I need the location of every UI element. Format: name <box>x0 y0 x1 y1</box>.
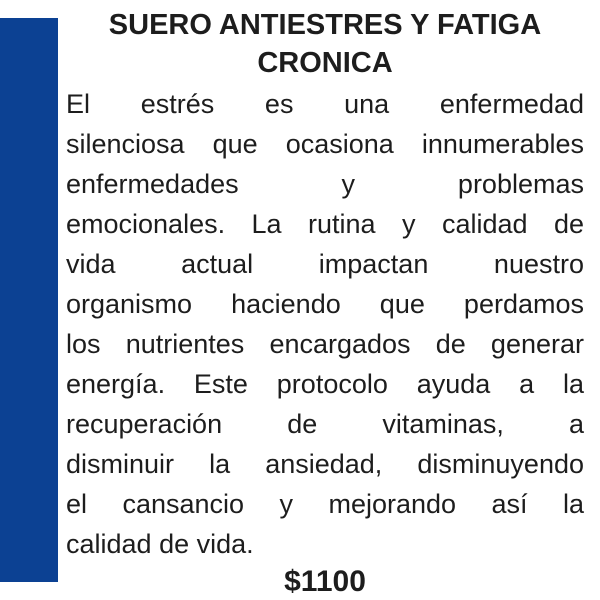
description-line: organismo haciendo que perdamos <box>66 289 584 319</box>
description-line: energía. Este protocolo ayuda a la <box>66 369 584 399</box>
description-line: vida actual impactan nuestro <box>66 249 584 279</box>
description-paragraph <box>66 84 584 564</box>
description-line: recuperación de vitaminas, a <box>66 409 584 439</box>
content-area <box>66 6 584 600</box>
description-line-last: calidad de vida. <box>66 529 254 559</box>
page-title <box>66 6 584 82</box>
description-line: los nutrientes encargados de generar <box>66 329 584 359</box>
title-line-2: CRONICA <box>257 47 393 79</box>
description-line: disminuir la ansiedad, disminuyendo <box>66 449 584 479</box>
description-line: emocionales. La rutina y calidad de <box>66 209 584 239</box>
price-label: $1100 <box>284 565 366 598</box>
description-line: enfermedades y problemas <box>66 169 584 199</box>
title-line-1: SUERO ANTIESTRES Y FATIGA <box>108 9 542 41</box>
description-line: el cansancio y mejorando así la <box>66 489 584 519</box>
description-line: El estrés es una enfermedad <box>66 89 584 119</box>
blue-accent-bar <box>0 18 58 582</box>
description-line: silenciosa que ocasiona innumerables <box>66 129 584 159</box>
